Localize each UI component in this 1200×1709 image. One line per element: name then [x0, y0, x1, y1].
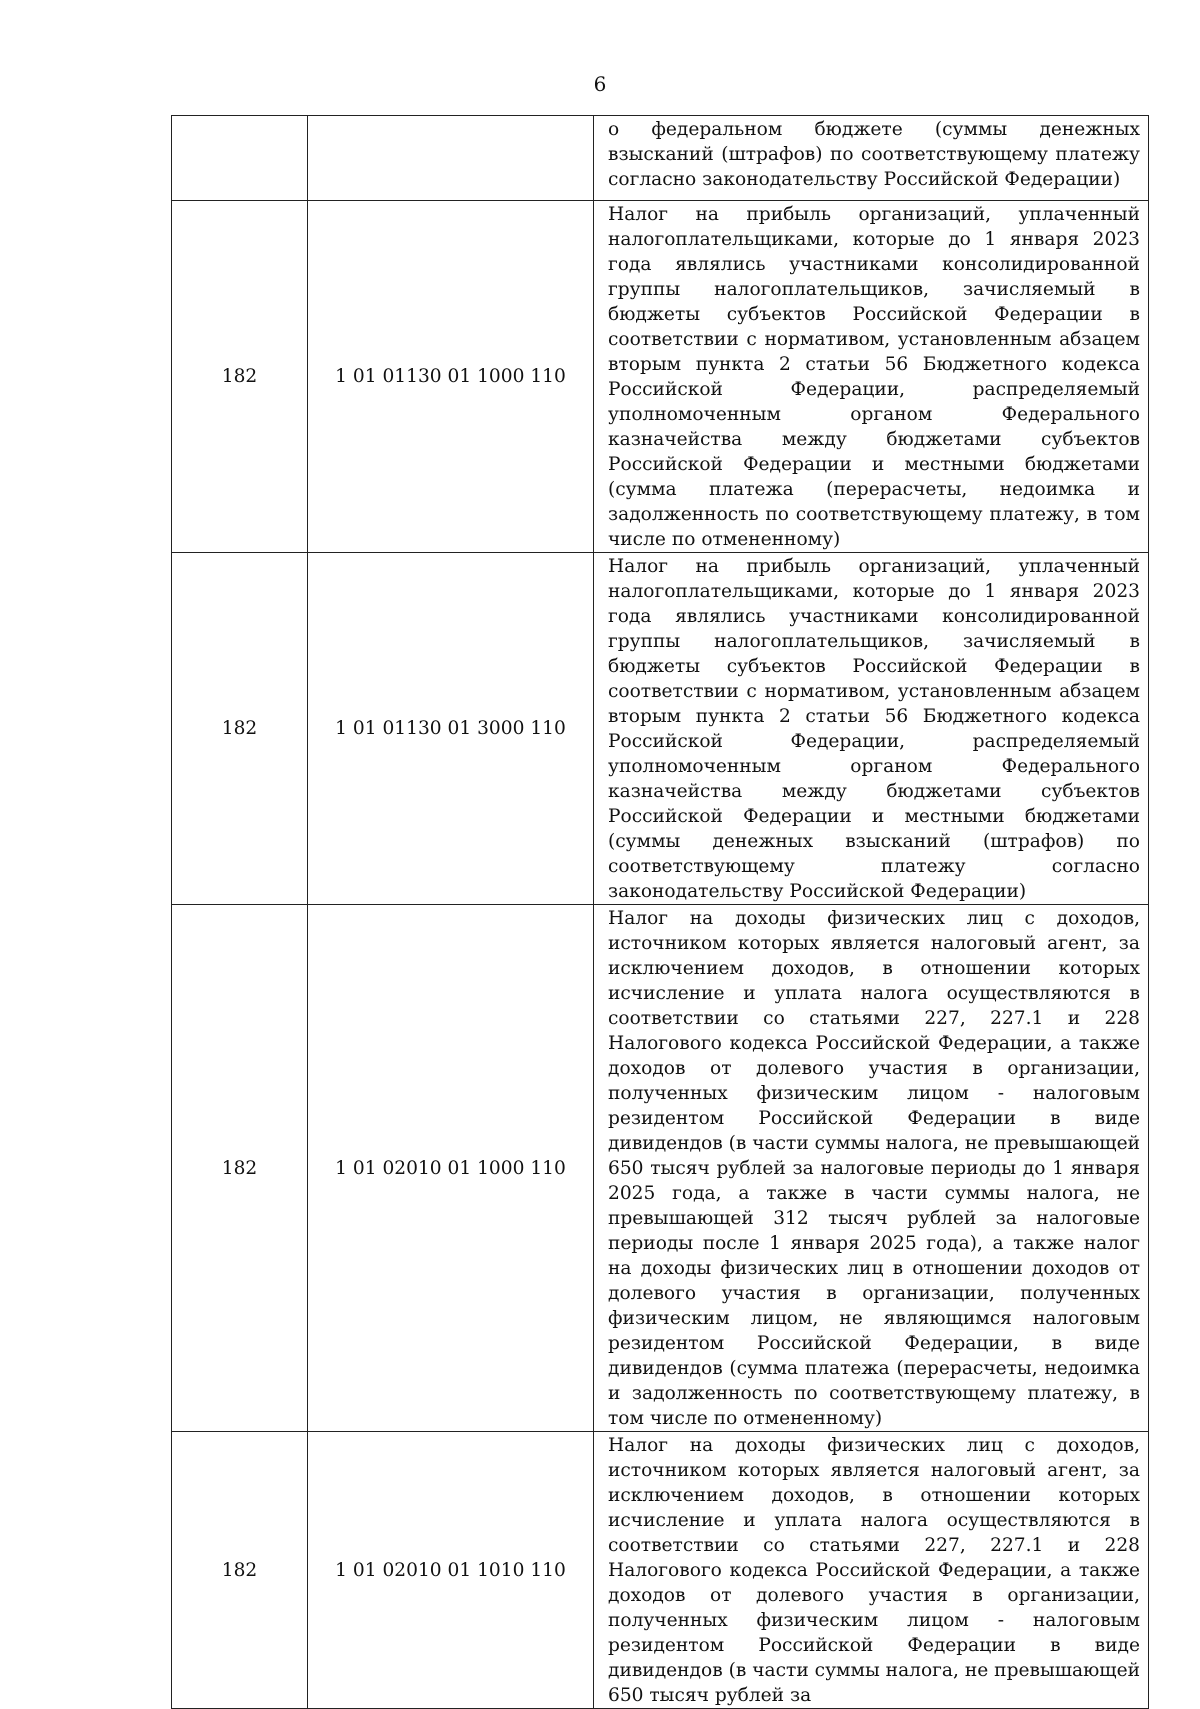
revenue-name-cell: Налог на доходы физических лиц с доходов, источником которых является налоговый агент, за исключением доходов, в отношении которых исчисление и уплата налога осуществляются в соответствии со статьями 227, 227.1 и 228 Налогового кодекса Российской Федерации, а также доходов от долевого участия в организации, полученных физическим лицом - налоговым резидентом Российской Федерации в виде дивидендов (в части суммы налога, не превышающей 650 тысяч рублей за налоговые периоды до 1 января 2025 года, а также в части суммы налога, не превышающей 312 тысяч рублей за налоговые периоды после 1 января 2025 года), а также налог на доходы физических лиц в отношении доходов от долевого участия в организации, полученных физическим лицом, не являющимся налоговым резидентом Российской Федерации, в виде дивидендов (сумма платежа (перерасчеты, недоимка и задолженность по соответствующему платежу, в том числе по отмененному) [594, 905, 1149, 1432]
table-row [172, 905, 1149, 1432]
page-number: 6 [593, 72, 607, 96]
admin-code-cell [172, 116, 308, 201]
budget-code-cell: 1 01 02010 01 1010 110 [308, 1432, 594, 1709]
budget-code-cell: 1 01 01130 01 3000 110 [308, 553, 594, 905]
table-row [172, 201, 1149, 553]
budget-code-cell [308, 116, 594, 201]
admin-code-cell: 182 [172, 553, 308, 905]
table-row [172, 116, 1149, 201]
table-row [172, 1432, 1149, 1709]
admin-code-cell: 182 [172, 1432, 308, 1709]
revenue-name-cell: Налог на прибыль организаций, уплаченный налогоплательщиками, которые до 1 января 2023 года являлись участниками консолидированной группы налогоплательщиков, зачисляемый в бюджеты субъектов Российской Федерации в соответствии с нормативом, установленным абзацем вторым пункта 2 статьи 56 Бюджетного кодекса Российской Федерации, распределяемый уполномоченным органом Федерального казначейства между бюджетами субъектов Российской Федерации и местными бюджетами (суммы денежных взысканий (штрафов) по соответствующему платежу согласно законодательству Российской Федерации) [594, 553, 1149, 905]
revenue-name-cell: Налог на прибыль организаций, уплаченный налогоплательщиками, которые до 1 января 2023 года являлись участниками консолидированной группы налогоплательщиков, зачисляемый в бюджеты субъектов Российской Федерации в соответствии с нормативом, установленным абзацем вторым пункта 2 статьи 56 Бюджетного кодекса Российской Федерации, распределяемый уполномоченным органом Федерального казначейства между бюджетами субъектов Российской Федерации и местными бюджетами (сумма платежа (перерасчеты, недоимка и задолженность по соответствующему платежу, в том числе по отмененному) [594, 201, 1149, 553]
revenue-name-cell: Налог на доходы физических лиц с доходов, источником которых является налоговый агент, за исключением доходов, в отношении которых исчисление и уплата налога осуществляются в соответствии со статьями 227, 227.1 и 228 Налогового кодекса Российской Федерации, а также доходов от долевого участия в организации, полученных физическим лицом - налоговым резидентом Российской Федерации в виде дивидендов (в части суммы налога, не превышающей 650 тысяч рублей за [594, 1432, 1149, 1709]
admin-code-cell: 182 [172, 201, 308, 553]
budget-classification-table [171, 115, 1149, 1709]
admin-code-cell: 182 [172, 905, 308, 1432]
budget-code-cell: 1 01 02010 01 1000 110 [308, 905, 594, 1432]
table-row [172, 553, 1149, 905]
budget-code-cell: 1 01 01130 01 1000 110 [308, 201, 594, 553]
revenue-name-cell: о федеральном бюджете (суммы денежных взысканий (штрафов) по соответствующему платежу согласно законодательству Российской Федерации) [594, 116, 1149, 201]
